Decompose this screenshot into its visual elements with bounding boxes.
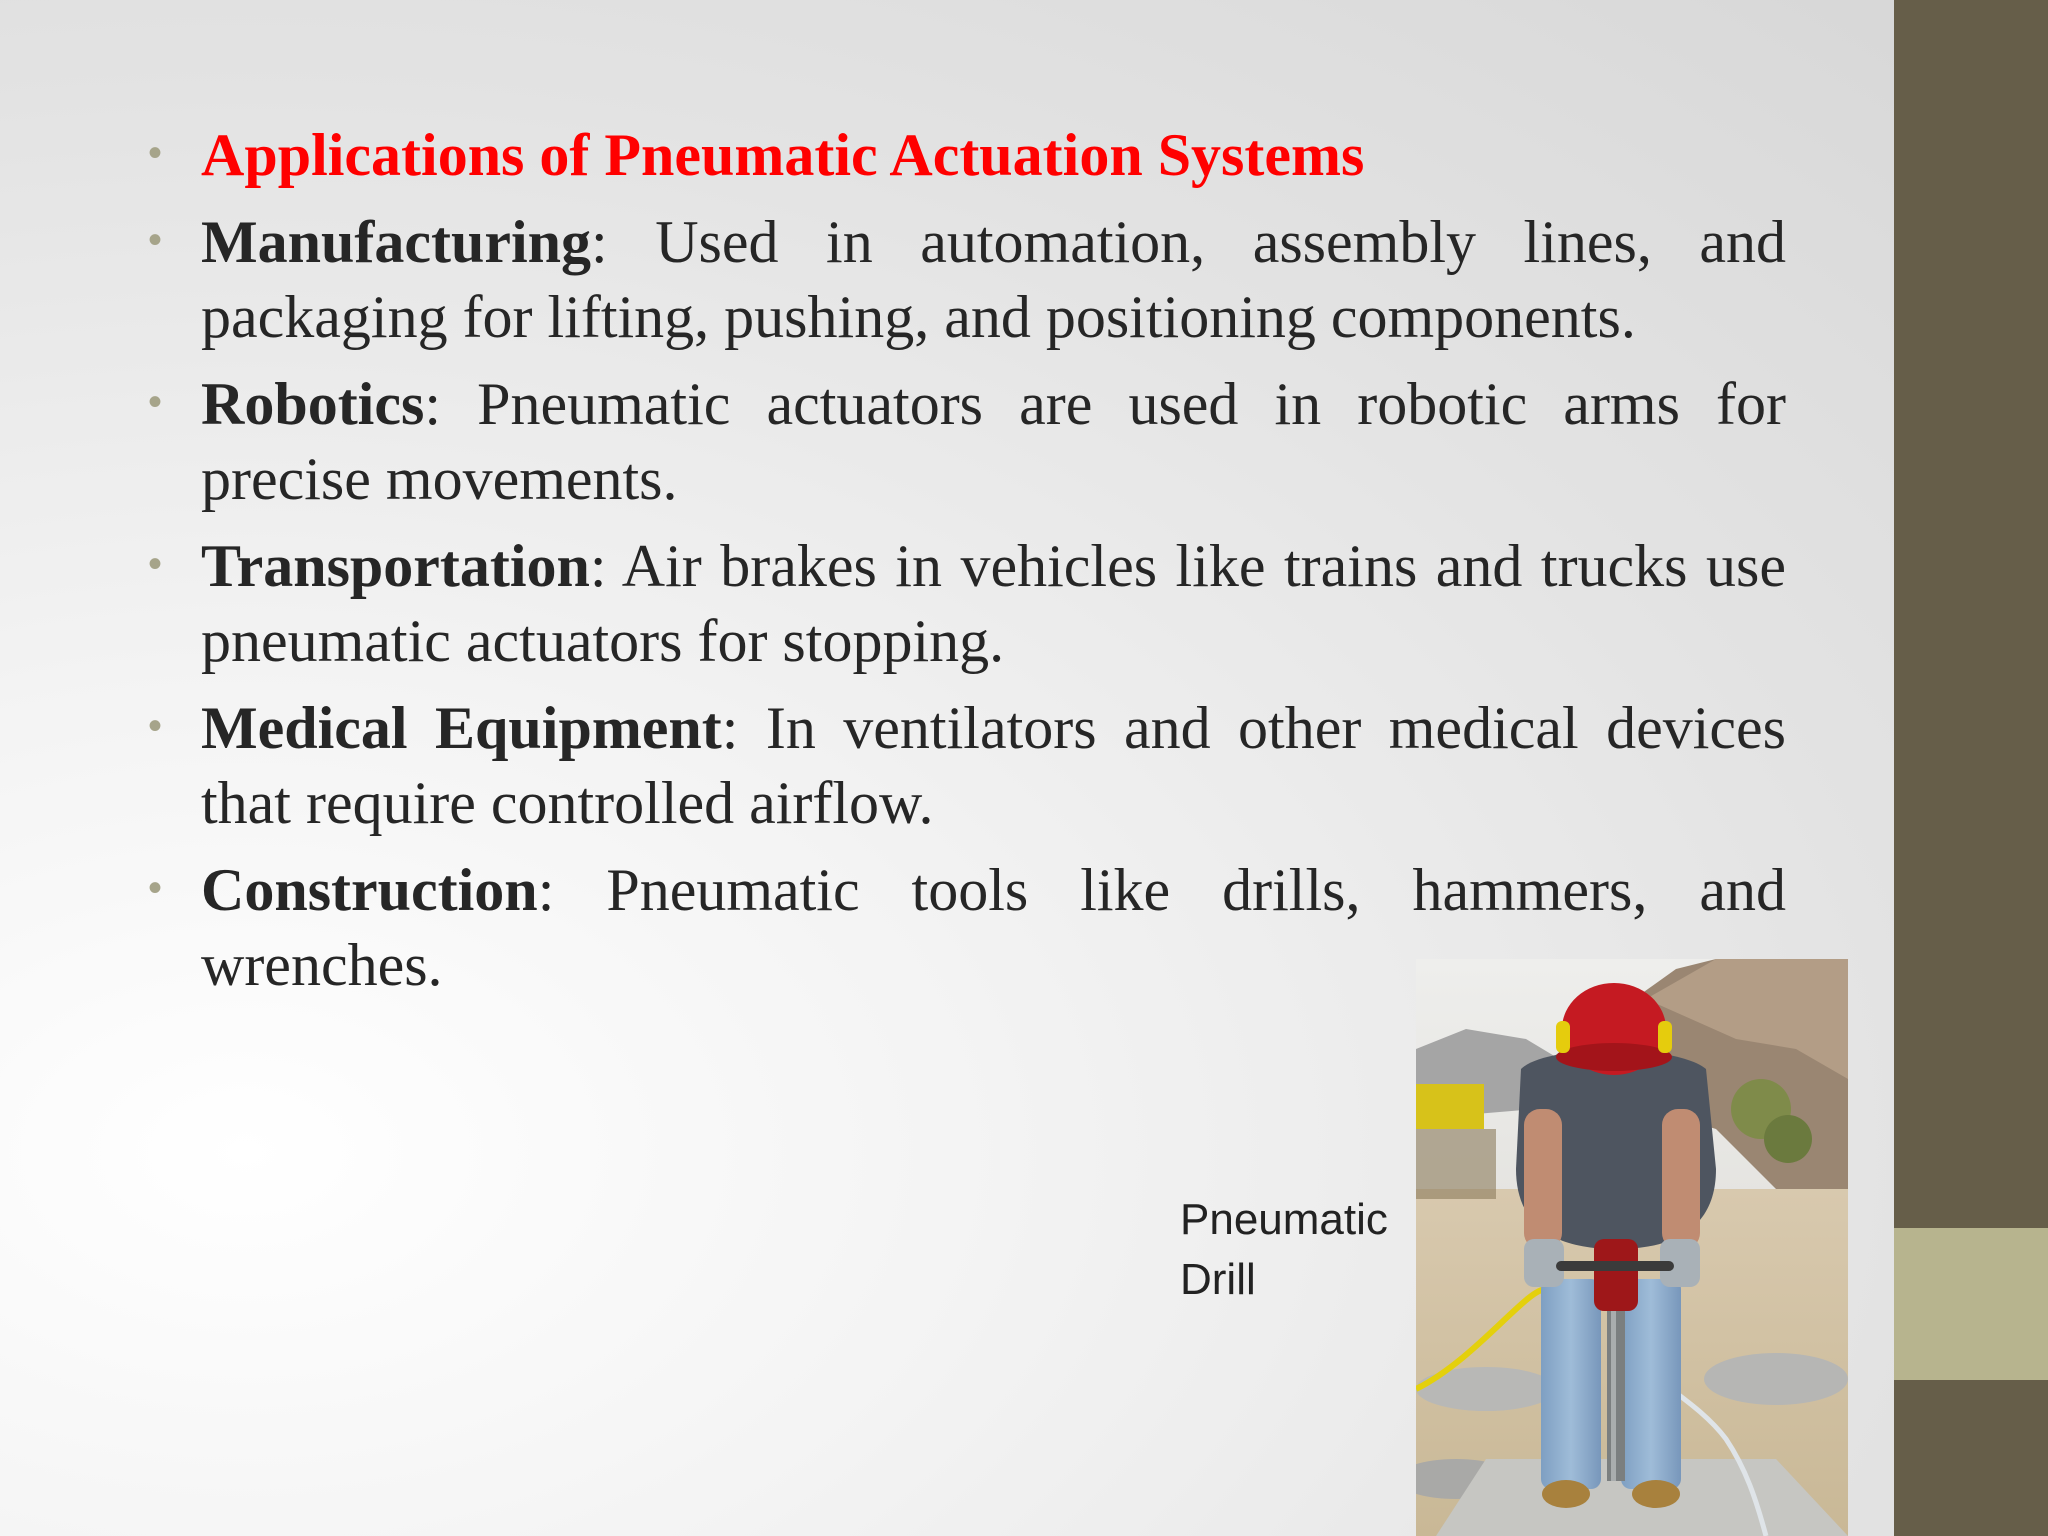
text-medical-equipment: : In ventilators and other medical devices that require controlled airflow. <box>201 695 1787 836</box>
bullet-dot-icon: • <box>148 704 163 748</box>
term-robotics: Robotics <box>201 371 425 437</box>
term-transportation: Transportation <box>201 533 590 599</box>
bullet-manufacturing <box>148 205 1786 355</box>
text-transportation: : Air brakes in vehicles like trains and trucks use pneumatic actuators for stopping. <box>201 533 1786 674</box>
term-manufacturing: Manufacturing <box>201 209 591 275</box>
bullet-dot-icon: • <box>148 866 163 910</box>
bullet-medical-equipment <box>148 691 1786 841</box>
bullet-dot-icon: • <box>148 131 163 175</box>
caption-line-2: Drill <box>1180 1255 1256 1304</box>
text-construction: : Pneumatic tools like drills, hammers, and wrenches. <box>201 857 1786 998</box>
bullet-transportation <box>148 529 1786 679</box>
term-construction: Construction <box>201 857 538 923</box>
bullet-heading <box>148 118 1786 193</box>
right-accent-block <box>1894 1228 2048 1380</box>
bullet-dot-icon: • <box>148 380 163 424</box>
bullet-dot-icon: • <box>148 542 163 586</box>
bullet-list <box>148 118 1786 1015</box>
text-manufacturing: : Used in automation, assembly lines, and packaging for lifting, pushing, and positioning components. <box>201 209 1786 350</box>
pneumatic-drill-photo <box>1416 959 1848 1536</box>
slide-heading: Applications of Pneumatic Actuation Systems <box>201 122 1365 188</box>
bullet-dot-icon: • <box>148 218 163 262</box>
text-robotics: : Pneumatic actuators are used in robotic arms for precise movements. <box>201 371 1786 512</box>
pneumatic-drill-illustration <box>1416 959 1848 1536</box>
bullet-robotics <box>148 367 1786 517</box>
caption-line-1: Pneumatic <box>1180 1195 1388 1244</box>
image-caption <box>1180 1190 1410 1310</box>
term-medical-equipment: Medical Equipment <box>201 695 722 761</box>
